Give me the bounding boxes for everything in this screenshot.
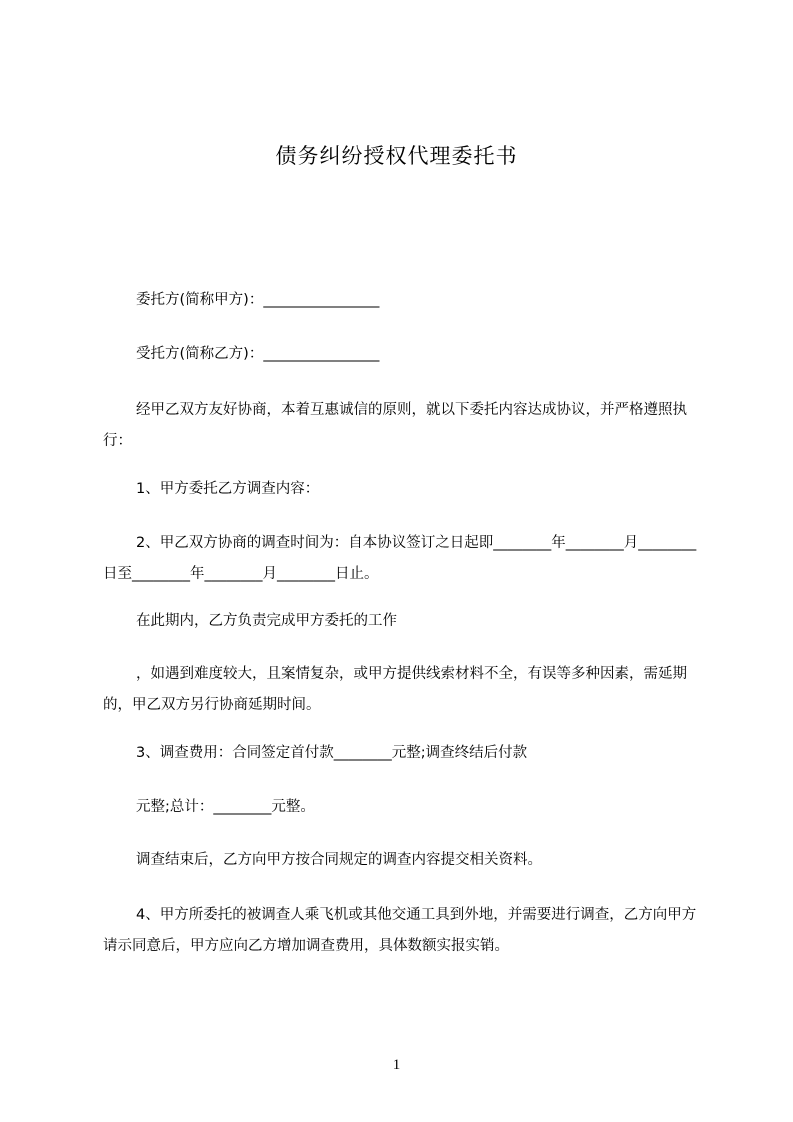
clause-3: 3、调查费用：合同签定首付款________元整;调查终结后付款 (136, 745, 528, 761)
clause-1: 1、甲方委托乙方调查内容： (136, 481, 320, 497)
after-investigation-paragraph: 调查结束后，乙方向甲方按合同规定的调查内容提交相关资料。 (136, 852, 542, 868)
delay-paragraph: ，如遇到难度较大，且案情复杂，或甲方提供线索材料不全，有误等多种因素，需延期的，甲乙双方另行协商延期时间。 (103, 666, 687, 713)
clause-4: 4、甲方所委托的被调查人乘飞机或其他交通工具到外地，并需要进行调查，乙方向甲方请示同意后，甲方应向乙方增加调查费用，具体数额实报实销。 (103, 907, 697, 954)
period-paragraph: 在此期内，乙方负责完成甲方委托的工作 (136, 613, 397, 629)
clause-2: 2、甲乙双方协商的调查时间为：自本协议签订之日起即________年________月________日至________年________月________日止。 (103, 535, 697, 582)
page-number: 1 (392, 1057, 401, 1073)
principal-party-line: 委托方(简称甲方)：________________ (136, 292, 380, 308)
document-title: 债务纠纷授权代理委托书 (275, 144, 518, 168)
total-fee-line: 元整;总计：________元整。 (136, 799, 315, 815)
intro-paragraph: 经甲乙双方友好协商，本着互惠诚信的原则，就以下委托内容达成协议，并严格遵照执行： (103, 402, 687, 449)
agent-party-line: 受托方(简称乙方)：________________ (136, 346, 380, 362)
